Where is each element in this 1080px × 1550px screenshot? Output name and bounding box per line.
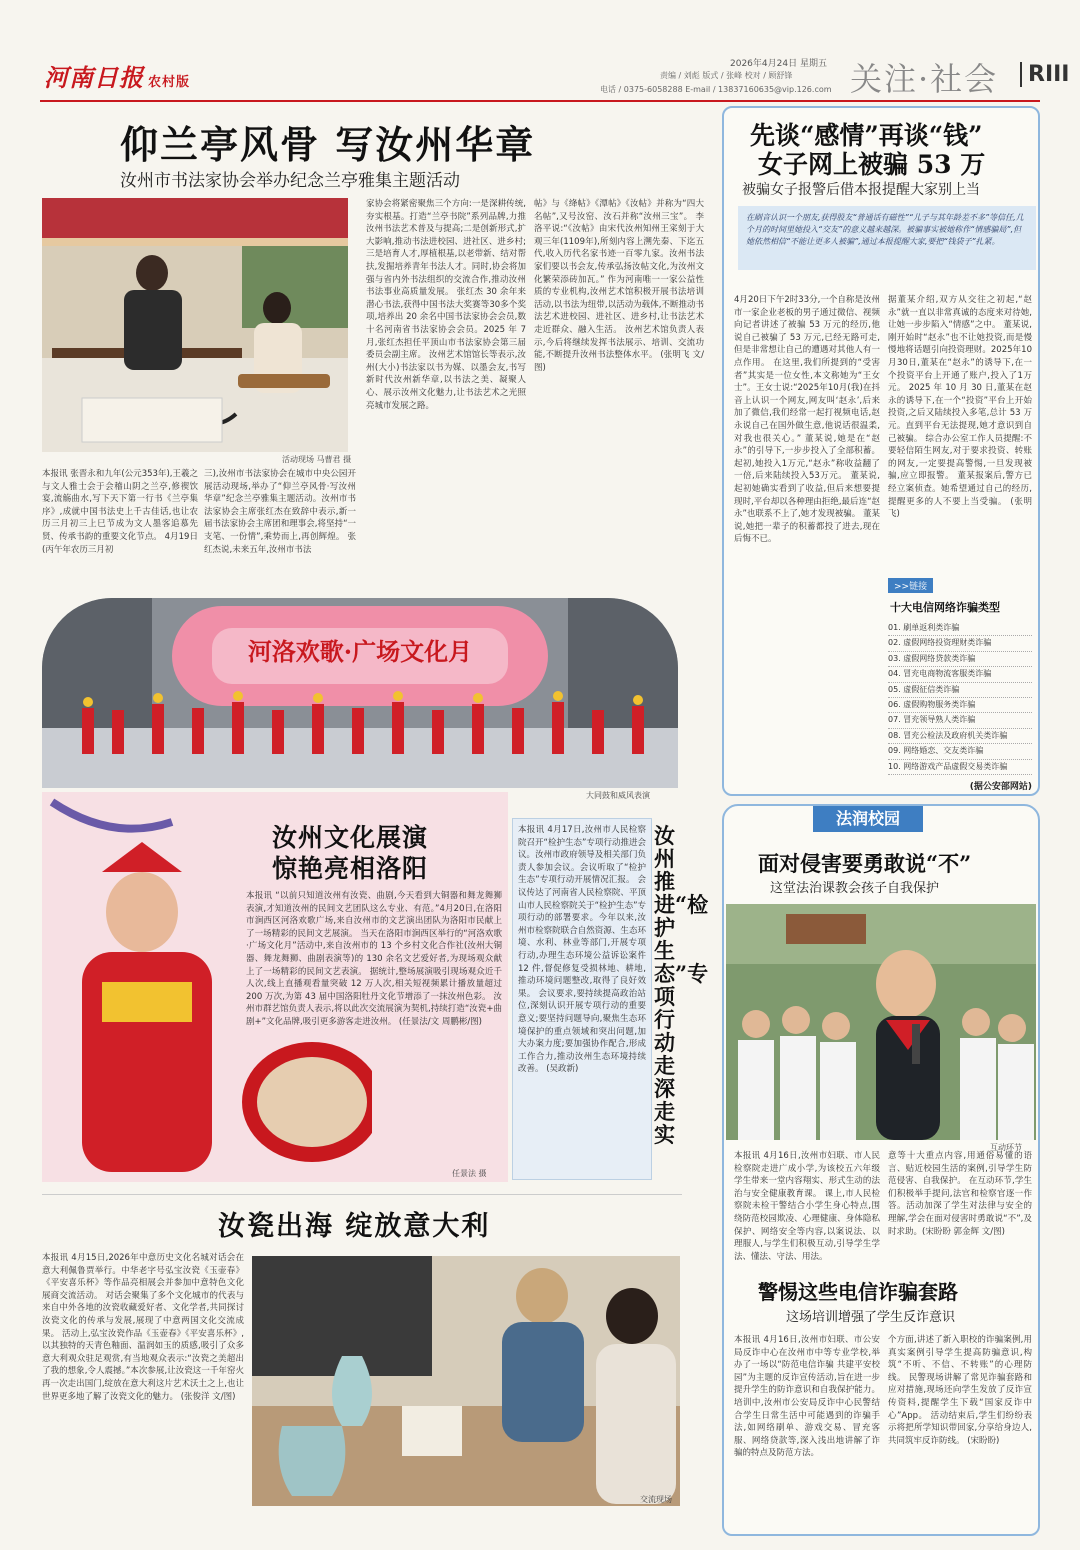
article3-title-line1: 汝州文化展演	[272, 823, 429, 852]
article3-photo-caption: 任景法 摄	[452, 1169, 487, 1178]
issue-date: 2026年4月24日 星期五	[730, 59, 827, 69]
masthead	[40, 50, 1070, 102]
porcelain-exhibit-illustration	[252, 1256, 680, 1506]
article4-vertical-title: 汝州推进“检护生态”专项行动走深走实	[654, 823, 709, 1147]
campus-photo-caption: 互动环节	[990, 1143, 1022, 1152]
campus-story1-col2: 意等十大重点内容,用通俗易懂的语言、贴近校园生活的案例,引导学生防范侵害、自我保护。 在互动环节,学生们积极举手提问,法官和检察官逐一作答。活动加深了学生对法律与安全的理解,学会在面对侵害时勇敢说“不”,及时求助。(宋盼盼 郭金辉 文/图)	[888, 1151, 1032, 1237]
stage-performance-illustration	[42, 598, 678, 788]
section-name: 关注·社会	[850, 60, 999, 98]
divider	[42, 1194, 682, 1195]
campus-section-tag: 法润校园	[813, 806, 923, 832]
article5-photo-caption: 交流现场	[640, 1495, 672, 1504]
list-item: 03. 虚假网络贷款类诈骗	[888, 652, 1032, 667]
article2-col1: 4月20日下午2时33分,一个自称是汝州市一家企业老板的男子通过微信、视频向记者讲述了被骗 53 万元的经历,他说自己被骗了 53 万元,已经无路可走,但是非常想让自己的遭遇对其他人有一点作用。 在这里,我们所提到的“受害者”其实是一位女性,本文称她为“王女士”。王女士说:“2025年10月(我)在抖音上认识一个网友,网友叫‘赵永’,后来加了微信,我们经常一起打视频电话,赵永说自己在国外做生意,他说话很温柔,对我也很关心。” 董某说,她是在“赵永”的引导下,一步步投入了全部积蓄。起初,她投入1万元,“赵永”称收益翻了一倍,后来陆续投入53万元。 董某说,起初她确实看到了收益,但后来想要提现时,平台却以各种理由拒绝,最后连“赵永”也联系不上了,她才发现被骗。 董某说,她把一辈子的积蓄都投了进去,现在后悔不已。	[734, 295, 880, 545]
article1-title: 仰兰亭风骨 写汝州华章	[120, 122, 536, 167]
campus-story2-col1: 本报讯 4月16日,汝州市妇联、市公安局反诈中心在汝州市中等专业学校,举办了一场以“防范电信诈骗 共建平安校园”为主题的反诈宣传活动,旨在进一步提升学生的防诈意识和自我保护能力。 培训中,汝州市公安局反诈中心民警结合学生日常生活中可能遇到的诈骗手法,如网络刷单、游戏交易、冒充客服、网络贷款等,深入浅出地讲解了诈骗的特点及防范方法。	[734, 1335, 880, 1459]
list-item: 10. 网络游戏产品虚假交易类诈骗	[888, 760, 1032, 775]
calligraphy-photo	[42, 198, 348, 452]
article1-col1: 本报讯 张晋永和九年(公元353年),王羲之与文人雅士会于会稽山阴之兰亭,修禊饮宴,流觞曲水,写下天下第一行书《兰亭集序》,成就中国书法史上千古佳话,也让农历三月初三上巳节成为文人墨客追慕先贤、传承书韵的重要文化节点。 4月19日(丙午年农历三月初	[42, 469, 198, 555]
article2-title-line1: 先谈“感情”再谈“钱”	[750, 121, 983, 150]
campus-story2-col2: 个方面,讲述了新入职校的诈骗案例,用真实案例引导学生提高防骗意识,构筑“不听、不信、不转账”的心理防线。 民警现场讲解了常见诈骗套路和应对措施,现场还向学生发放了反诈宣传资料,提醒学生下载“国家反诈中心”App。 活动结束后,学生们纷纷表示将把所学知识带回家,分享给身边人,共同筑牢反诈防线。 (宋盼盼)	[888, 1335, 1032, 1446]
article1-subtitle: 汝州市书法家协会举办纪念兰亭雅集主题活动	[120, 171, 460, 191]
article1-photo-caption: 活动现场 马曹君 摄	[282, 455, 352, 464]
stage-performance-photo	[42, 598, 678, 788]
article3-body: 本报讯 “以前只知道汝州有汝瓷、曲剧,今天看到大铜器和舞龙舞狮表演,才知道汝州的民间文艺团队这么专业、有范。”4月20日,在洛阳市涧西区河洛欢歌广场,来自汝州市的文艺演出团队为洛阳市民献上了一场精彩的民间文艺展演。 当天在洛阳市涧西区举行的“河洛欢歌·广场文化月”活动中,来自汝州市的 13 个乡村文化合作社(汝州大铜器、舞龙舞狮、曲剧表演等)的 130 余名文艺爱好者,为现场观众献上了一场精彩的民间文艺表演。 据统计,整场展演吸引现场观众近千人次,线上直播观看量突破 12 万人次,相关短视频累计播放量超过 200 万次,为第 43 届中国洛阳牡丹文化节增添了一抹汝州色彩。 汝州市群艺馆负责人表示,将以此次交流展演为契机,持续打造“汝瓷+曲剧+”文化品牌,吸引更多游客走进汝州。 (任景法/文 周鹏彬/图)	[246, 891, 502, 1027]
article2-subtitle: 被骗女子报警后借本报提醒大家别上当	[742, 182, 980, 198]
newspaper-logo: 河南日报 农村版	[44, 63, 191, 92]
list-item: 09. 网络婚恋、交友类诈骗	[888, 744, 1032, 759]
calligraphy-scene-illustration	[42, 198, 348, 452]
sidebar-source: (据公安部网站)	[969, 782, 1032, 793]
page-number: RIII	[1020, 62, 1070, 87]
list-item: 08. 冒充公检法及政府机关类诈骗	[888, 729, 1032, 744]
ru-porcelain-photo	[252, 1256, 680, 1506]
contact-info: 电话 / 0375-6058288 E-mail / 13837160635@vip.126.com	[600, 85, 832, 94]
article2-col2: 据董某介绍,双方从交往之初起,“赵永”就一直以非常真诚的态度来对待她,让她一步步陷入“情感”之中。 董某说,刚开始时“赵永”也不让她投资,而是慢慢地将话题引向投资理财。2025年10月30日,董某在“赵永”的诱导下,在一个投资平台上开通了账户,投入了1万元。 2025 年 10 月 30 日,董某在赵永的诱导下,在一个“投资”平台上开始投资,之后又陆续投入多笔,总计 53 万元。直到平台无法提现,她才意识到自己被骗。 综合办公室工作人员提醒:不要轻信陌生网友,对于要求投资、转账的网友,一定要提高警惕,一旦发现被骗,应立即报警。 董某报案后,警方已经立案侦查。她希望通过自己的经历,提醒更多的人不要上当受骗。 (张明飞)	[888, 295, 1032, 520]
article4-body: 本报讯 4月17日,汝州市人民检察院召开“检护生态”专项行动推进会议。汝州市政府领导及相关部门负责人参加会议。会议听取了“检护生态”专项行动开展情况汇报。 会议传达了河南省人民检察院、平顶山市人民检察院关于“检护生态”专项行动的部署要求。今年以来,汝州市检察院联合自然资源、生态环境、水利、林业等部门,开展专项行动,办理生态环境公益诉讼案件 12 件,督促修复受损林地、耕地,推动环境问题整改,取得了良好效果。 会议要求,要持续提高政治站位,深刻认识开展专项行动的重要意义;要坚持问题导向,聚焦生态环境保护的重点领域和突出问题,加大办案力度;要加强协作配合,形成工作合力,推动汝州生态环境持续改善。 (吴政新)	[518, 825, 646, 1075]
list-item: 04. 冒充电商物流客服类诈骗	[888, 667, 1032, 682]
stage-photo-caption: 大同鼓和威风表演	[586, 791, 650, 800]
list-item: 07. 冒充领导熟人类诈骗	[888, 713, 1032, 728]
list-item: 05. 虚假征信类诈骗	[888, 683, 1032, 698]
list-item: 02. 虚假网络投资理财类诈骗	[888, 636, 1032, 651]
article3-title-line2: 惊艳亮相洛阳	[272, 854, 429, 883]
article5-body: 本报讯 4月15日,2026年中意历史文化名城对话会在意大利佩鲁贾举行。中华老字号弘宝汝瓷《玉壶春》《平安喜乐杯》等作品亮相展会并参加中意特色文化展商交流活动。 对话会聚集了多个文化城市的代表与来自中外各地的汝瓷收藏爱好者、文化学者,共同探讨汝瓷文化的传承与发展,展现了中意两国文化交流成果。 活动上,弘宝汝瓷作品《玉壶春》《平安喜乐杯》,以其独特的天青色釉面、温润如玉的质感,吸引了众多意大利观众驻足观赏,有当地观众表示:“汝瓷之美超出了我的想象,令人震撼。”本次参展,让汝瓷这一千年窑火再一次走出国门,绽放在意大利这片艺术沃土之上,也让世界更多地了解了汝瓷文化的魅力。 (张俊洋 文/图)	[42, 1253, 244, 1402]
list-item: 06. 虚假购物服务类诈骗	[888, 698, 1032, 713]
campus-story2-title: 警惕这些电信诈骗套路	[758, 1280, 958, 1304]
list-item: 01. 刷单返利类诈骗	[888, 621, 1032, 636]
fraud-types-sidebar	[888, 574, 1032, 793]
stage-banner-title: 河洛欢歌·广场文化月	[247, 637, 473, 666]
performer-illustration	[42, 792, 242, 1182]
article5-title: 汝瓷出海 绽放意大利	[218, 1211, 491, 1242]
campus-story1-subtitle: 这堂法治课教会孩子自我保护	[770, 881, 940, 896]
article2-lead: 在刷音认识一个朋友,获得股友“普通话有磁性”“儿子与其年龄差不多”等信任,几个月的时间里她投入“交友”的意义越来越深。被骗事实被她称作“情感骗局”,但她依然相信“不能让更多人被骗”,通过本报提醒大家,要把“钱袋子”扎紧。	[738, 206, 1036, 270]
classroom-photo	[726, 904, 1036, 1140]
staff-credits: 责编 / 刘彪 版式 / 张峰 校对 / 顾舒锋	[660, 71, 793, 80]
campus-story1-title: 面对侵害要勇敢说“不”	[758, 851, 972, 876]
article2-title-line2: 女子网上被骗 53 万	[758, 150, 986, 179]
campus-story2-subtitle: 这场培训增强了学生反诈意识	[786, 1310, 956, 1325]
article1-col4: 帖》与《绛帖》《潭帖》《汝帖》并称为“四大名帖”,又号汝窑、汝石并称“汝州三宝”。 李洛平说:“《汝帖》由宋代汝州知州王寀刻于大观三年(1109年),所刻内容上溯先秦、下迄五代,收入历代名家书迹一百零九家。汝州书法家们要以书会友,传承弘扬汝帖文化,为汝州文化繁荣添砖加瓦。” 作为河南唯一一家公益性质的专业机构,汝州艺术馆积极开展书法培训活动,以书法为纽带,以活动为载体,不断推动书法艺术进校园、进社区、进乡村,让书法艺术走近群众、融入生活。 汝州艺术馆负责人表示,今后将继续发挥书法展示、培训、交流功能,不断提升汝州书法整体水平。 (张明飞 文/图)	[534, 199, 704, 373]
sidebar-tag: >>链接	[888, 578, 933, 593]
sidebar-title: 十大电信网络诈骗类型	[890, 601, 1000, 614]
students-illustration	[726, 904, 1036, 1140]
campus-story1-col1: 本报讯 4月16日,汝州市妇联、市人民检察院走进广成小学,为该校五六年级学生带来一堂内容翔实、形式生动的法治与安全健康教育课。 课上,市人民检察院未检干警结合小学生身心特点,围绕防范校园欺凌、心理健康、身体隐私保护、网络安全等内容,以案说法、以理服人,与学生们积极互动,引导学生学法、懂法、守法、用法。	[734, 1151, 880, 1262]
article1-col2: 三),汝州市书法家协会在城市中央公园开展活动现场,举办了“仰兰亭风骨·写汝州华章”纪念兰亭雅集主题活动。汝州市书法家协会主席张红杰在致辞中表示,新一届书法家协会主席团和理事会,将坚持“一支笔、一份情”,乘势而上,再创辉煌。 张红杰说,未来五年,汝州市书法	[204, 469, 356, 555]
article1-col3: 家协会将紧密聚焦三个方向:一是深耕传统,夯实根基。打造“兰亭书院”系列品牌,力推汝州书法艺术普及与提高;二是创新形式,扩大影响,推动书法进校园、进社区、进乡村;三是培育人才,厚植根基,以老带新、结对帮扶,发掘培养青年书法人才。同时,协会将加强与省内外书法组织的交流合作,推动汝州书法事业高质量发展。 张红杰 30 余年来潜心书法,获得中国书法大奖赛等30多个奖项,培养出 20 余名中国书法家协会会员,数十名河南省书法家协会会员。2025 年 7 月,张红杰担任平顶山市书法家协会第三届委员会副主席。 汝州艺术馆馆长等表示,汝州(大小)书法家以书为媒、以墨会友,书写新时代汝州新华章,以书法之美、凝聚人心、展示汝州文化魅力,让书法艺术之光照亮城市发展之路。	[366, 199, 526, 411]
